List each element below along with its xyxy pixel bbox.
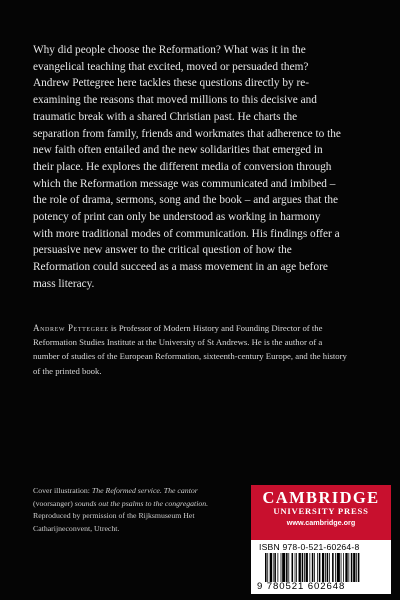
barcode-bar xyxy=(325,553,326,582)
barcode-bar xyxy=(267,553,268,582)
barcode-bar xyxy=(295,553,296,582)
barcode-bar xyxy=(317,553,318,582)
author-bio-text: is Professor of Modern History and Founding Director of the Reformation Studies Institute at the University of St Andrews. He is the author of a number of studies of the European Reformation, sixteenth-century Europe, and the history of the printed book. xyxy=(33,323,347,376)
barcode-bar xyxy=(358,553,360,582)
barcode-bar xyxy=(299,553,301,582)
barcode-bar xyxy=(306,553,308,582)
barcode-bar xyxy=(322,553,324,582)
barcode-bar xyxy=(288,553,289,582)
barcode-bar xyxy=(309,553,310,582)
barcode-bar xyxy=(296,553,297,582)
barcode-bar xyxy=(353,553,355,582)
barcode-bar xyxy=(270,553,272,582)
barcode-bar xyxy=(286,553,288,582)
isbn-label: ISBN 978-0-521-60264-8 xyxy=(259,542,360,552)
illustration-title: The Reformed service. The cantor xyxy=(91,486,198,495)
barcode-bar xyxy=(292,553,294,582)
publisher-logo xyxy=(251,485,391,540)
barcode-bar xyxy=(332,553,334,582)
blurb xyxy=(33,42,343,293)
illustration-credit: Reproduced by permission of the Rijksmuseum Het Catharijneconvent, Utrecht. xyxy=(33,511,195,533)
barcode-bar xyxy=(282,553,285,582)
barcode-bar xyxy=(329,553,330,582)
barcode-bar xyxy=(277,553,278,582)
cover-illustration-credit xyxy=(33,485,233,535)
barcode-bar xyxy=(356,553,357,582)
barcode-bar xyxy=(281,553,282,582)
publisher-name: CAMBRIDGE xyxy=(262,488,380,507)
publisher-url: www.cambridge.org xyxy=(286,518,356,527)
barcode-bar xyxy=(341,553,342,582)
blurb-text: Why did people choose the Reformation? What was it in the evangelical teaching that excited, moved or persuaded them? Andrew Pettegree here tackles these questions directly by re-examining the reasons that moved millions to this decisive and traumatic break with a shared Christian past. He charts the separation from family, friends and workmates that adherence to the new faith often entailed and the new solidarities that emerged in their place. He explores the different media of conversion through which the Reformation message was communicated and imbibed – the role of drama, sermons, song and the book – and argues that the potency of print can only be understood as working in harmony with more traditional modes of communication. His findings offer a persuasive new answer to the critical question of how the Reformation could succeed as a mass movement in an age before mass literacy. xyxy=(33,44,341,290)
barcode-bar xyxy=(348,553,349,582)
barcode-bar xyxy=(335,553,336,582)
barcode-bars xyxy=(265,553,383,582)
illustration-paragraph xyxy=(33,485,233,535)
illustration-italic-rest: sounds out the psalms to the congregation. xyxy=(74,498,209,508)
barcode-bar xyxy=(327,553,329,582)
barcode-bar xyxy=(312,553,314,582)
barcode-bar xyxy=(351,553,353,582)
barcode-panel xyxy=(251,540,391,594)
barcode-bar xyxy=(274,553,276,582)
barcode-bar xyxy=(319,553,321,582)
barcode-bar xyxy=(273,553,274,582)
illustration-paren: (voorsanger) xyxy=(33,498,75,508)
ean-digits: 9 780521 602648 xyxy=(257,581,346,592)
barcode-bar xyxy=(302,553,304,582)
barcode-bar xyxy=(343,553,344,582)
author-name: Andrew Pettegree xyxy=(33,323,109,333)
publisher-subtitle: UNIVERSITY PRESS xyxy=(273,506,369,516)
barcode-bar xyxy=(314,553,315,582)
barcode-bar xyxy=(265,553,267,582)
barcode-bar xyxy=(337,553,340,582)
illustration-prefix: Cover illustration: xyxy=(33,486,92,495)
barcode-bar xyxy=(304,553,305,582)
author-bio-paragraph xyxy=(33,321,348,378)
barcode-bar xyxy=(345,553,347,582)
author-bio xyxy=(33,321,348,378)
